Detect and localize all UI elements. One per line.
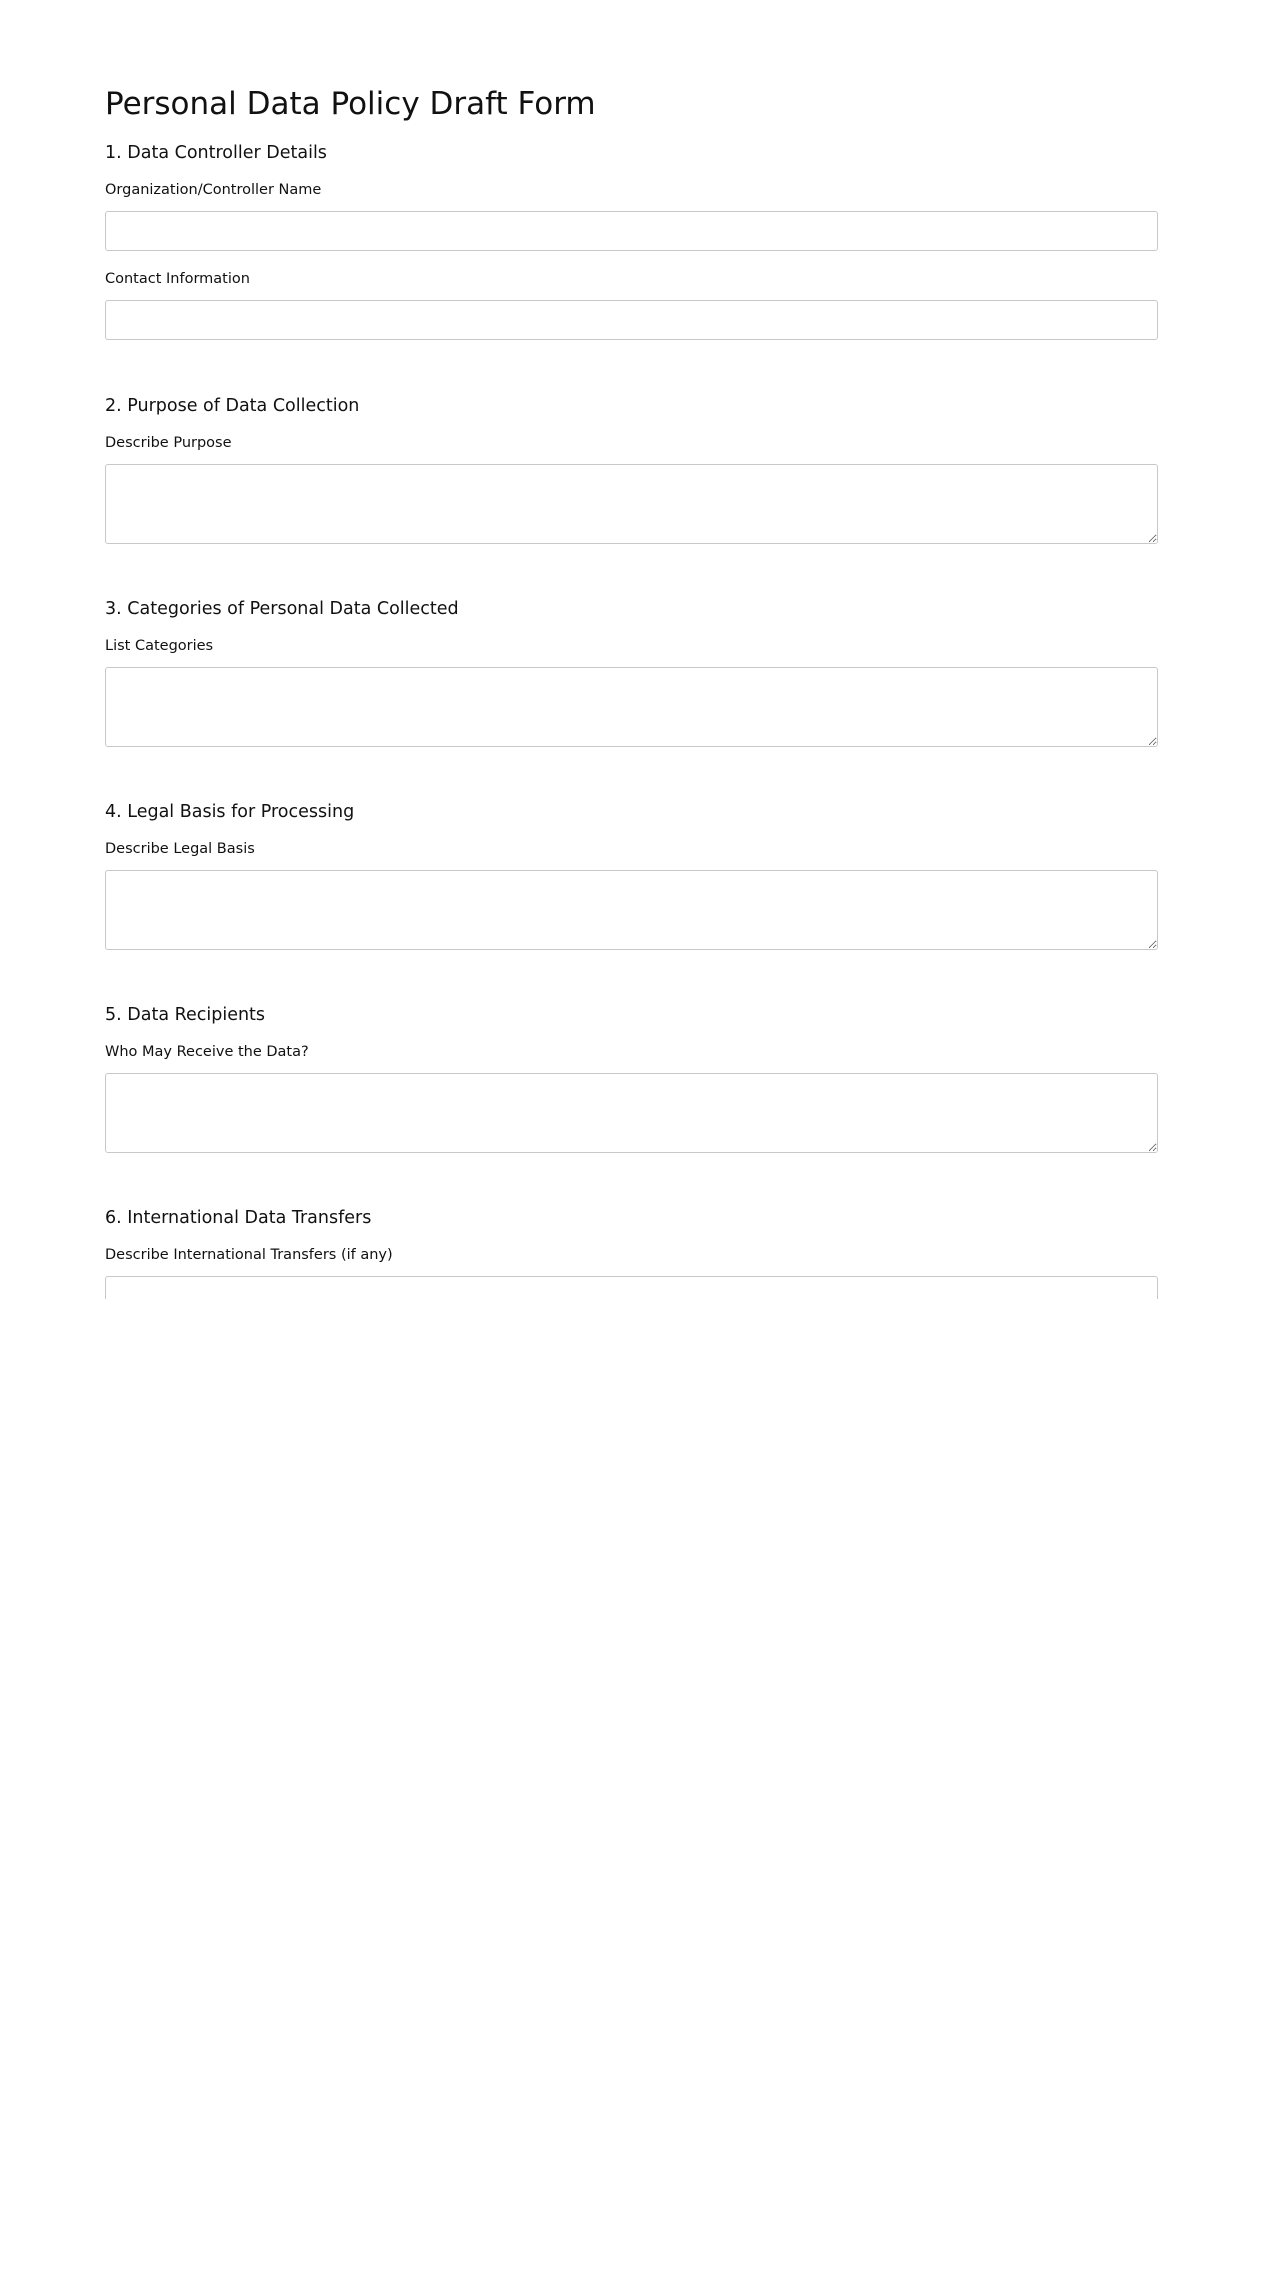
field-label-organization-name: Organization/Controller Name bbox=[105, 182, 322, 198]
describe-purpose-textarea[interactable] bbox=[105, 464, 1158, 544]
field-label-list-categories: List Categories bbox=[105, 638, 214, 654]
list-categories-textarea[interactable] bbox=[105, 667, 1158, 747]
section-data-controller-details bbox=[105, 143, 1158, 287]
section-heading: 3. Categories of Personal Data Collected bbox=[105, 599, 459, 619]
field-label-international-transfers: Describe International Transfers (if any) bbox=[105, 1247, 393, 1263]
section-heading: 1. Data Controller Details bbox=[105, 143, 327, 163]
organization-name-input[interactable] bbox=[105, 211, 1158, 251]
field-label-describe-legal-basis: Describe Legal Basis bbox=[105, 841, 255, 857]
international-transfers-textarea[interactable] bbox=[105, 1276, 1158, 1299]
field-label-contact-information: Contact Information bbox=[105, 271, 250, 287]
section-heading: 5. Data Recipients bbox=[105, 1005, 266, 1025]
section-international-data-transfers bbox=[105, 1208, 1158, 1263]
contact-information-input[interactable] bbox=[105, 300, 1158, 340]
section-data-recipients bbox=[105, 1005, 1158, 1060]
section-heading: 4. Legal Basis for Processing bbox=[105, 802, 355, 822]
page-title: Personal Data Policy Draft Form bbox=[105, 86, 596, 122]
data-recipients-textarea[interactable] bbox=[105, 1073, 1158, 1153]
section-purpose-of-data-collection bbox=[105, 396, 1158, 451]
section-heading: 2. Purpose of Data Collection bbox=[105, 396, 360, 416]
describe-legal-basis-textarea[interactable] bbox=[105, 870, 1158, 950]
section-categories-of-personal-data bbox=[105, 599, 1158, 654]
section-legal-basis-for-processing bbox=[105, 802, 1158, 857]
field-label-describe-purpose: Describe Purpose bbox=[105, 435, 232, 451]
field-label-who-may-receive-data: Who May Receive the Data? bbox=[105, 1044, 309, 1060]
section-heading: 6. International Data Transfers bbox=[105, 1208, 372, 1228]
